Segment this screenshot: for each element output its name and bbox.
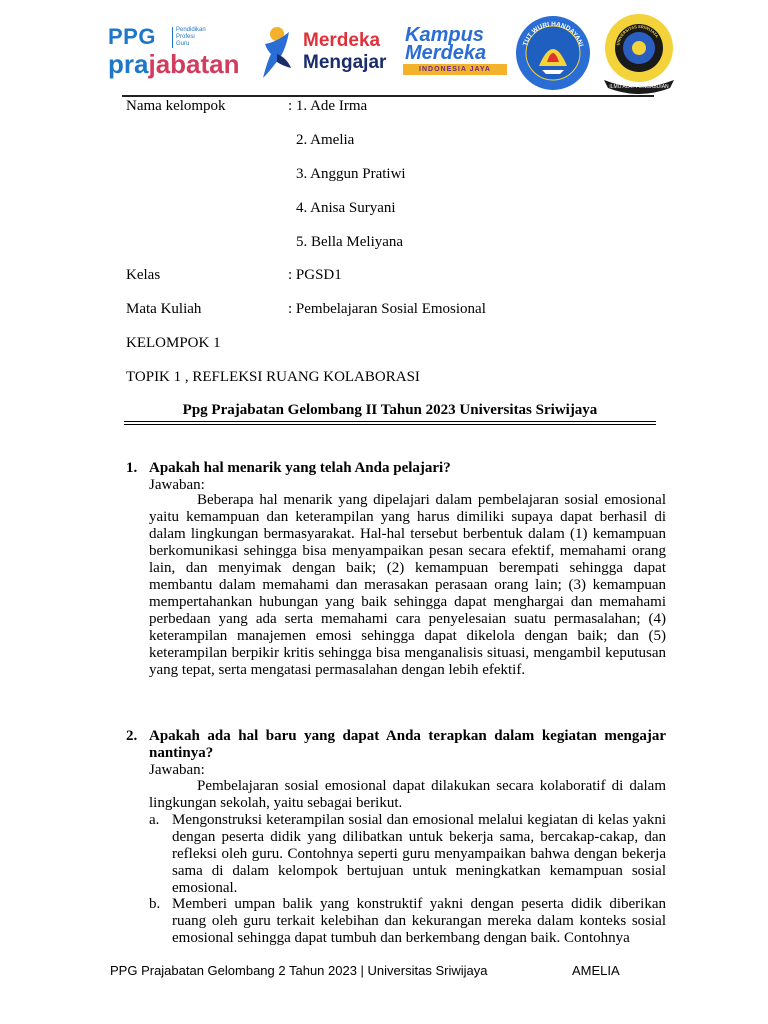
nama-kelompok-label: Nama kelompok xyxy=(126,98,226,114)
ppg-big-b: jabatan xyxy=(148,49,240,79)
universitas-sriwijaya-emblem-icon xyxy=(594,10,684,94)
ppg-logo-big xyxy=(108,49,240,80)
ppg-prajabatan-logo xyxy=(108,22,268,82)
question-1-answer: Beberapa hal menarik yang dipelajari dalam pembelajaran sosial emosional yaitu kemampuan dan keterampilan yang harus dimiliki supaya dapat berhasil di dalam lingkungan bermasyarakat. Hal-hal tersebut berbentuk dalam (1) kemampuan berkomunikasi sehingga bisa menyampaikan pesan secara efektif, memahami orang lain, dan menyimak dengan baik; (2) kemampuan berempati sehingga dapat membantu dalam memahami dan merasakan perasaan orang lain; (3) kemampuan mempertahankan hubungan yang baik sehingga dapat menghargai dan memahami perbedaan yang ada serta memahami cara penyelesaian suatu permasalahan; (4) keterampilan manajemen emosi sehingga dapat dikelola dengan baik; dan (5) keterampilan berpikir kritis sehingga bisa menganalisis situasi, mengambil keputusan yang tepat, serta mengatasi permasalahan dengan lebih efektif. xyxy=(149,492,666,678)
ppg-big-a: pra xyxy=(108,49,149,79)
question-1-jawaban-label: Jawaban: xyxy=(149,477,205,493)
nama-kelompok-value: : 1. Ade Irma xyxy=(288,98,368,114)
ppg-logo-sub xyxy=(172,27,206,48)
member-item: 5. Bella Meliyana xyxy=(296,234,404,250)
ppg-sub-line: Profesi xyxy=(176,34,195,40)
kelompok-heading: KELOMPOK 1 xyxy=(126,335,221,351)
kampus-merdeka-line2: Merdeka xyxy=(405,42,487,64)
unsri-ring-text: UNIVERSITAS SRIWIJAYA xyxy=(615,23,660,46)
tut-wuri-motto: TUT WURI HANDAYANI xyxy=(522,20,585,48)
question-2-title: Apakah ada hal baru yang dapat Anda terapkan dalam kegiatan mengajar nantinya? xyxy=(149,728,666,761)
unsri-banner-text: ILMU ALAT PENGABDIAN xyxy=(609,84,669,90)
merdeka-mengajar-mascot-icon xyxy=(255,24,299,80)
topik-heading: TOPIK 1 , REFLEKSI RUANG KOLABORASI xyxy=(126,369,420,385)
ppg-sub-line: Pendidikan xyxy=(176,27,206,33)
ppg-logo-top: PPG xyxy=(108,24,156,49)
member-item: 3. Anggun Pratiwi xyxy=(296,166,406,182)
kampus-merdeka-line1: Kampus xyxy=(405,24,484,46)
question-2-jawaban-label: Jawaban: xyxy=(149,762,205,778)
question-2-number: 2. xyxy=(126,728,138,744)
kelas-value: : PGSD1 xyxy=(288,267,342,283)
document-header xyxy=(0,0,768,96)
member-item: 2. Amelia xyxy=(296,132,355,148)
kampus-merdeka-band: INDONESIA JAYA xyxy=(403,64,507,75)
question-2-intro: Pembelajaran sosial emosional dapat dilakukan secara kolaboratif di dalam lingkungan sekolah, yaitu sebagai berikut. xyxy=(149,778,666,811)
footer-left-text: PPG Prajabatan Gelombang 2 Tahun 2023 | Universitas Sriwijaya xyxy=(110,963,488,978)
question-1-title: Apakah hal menarik yang telah Anda pelajari? xyxy=(149,460,451,476)
member-item: 4. Anisa Suryani xyxy=(296,200,396,216)
mata-kuliah-label: Mata Kuliah xyxy=(126,301,202,317)
tut-wuri-handayani-emblem-icon xyxy=(514,14,592,92)
list-item-text: Memberi umpan balik yang konstruktif yakni dengan peserta didik diberikan ruang oleh guru terkait kelebihan dan kekurangan mereka dalam konteks sosial emosional sehingga dapat tumbuh dan berkembang dengan baik. Contohnya xyxy=(172,896,666,946)
list-item-marker: a. xyxy=(149,812,160,828)
subtitle-rule-bottom xyxy=(124,424,656,425)
ppg-sub-line: Guru xyxy=(176,41,190,47)
question-1-number: 1. xyxy=(126,460,138,476)
mata-kuliah-value: : Pembelajaran Sosial Emosional xyxy=(288,301,486,317)
kelas-label: Kelas xyxy=(126,267,161,283)
merdeka-mengajar-line1: Merdeka xyxy=(303,30,381,51)
footer-author: AMELIA xyxy=(572,963,620,978)
document-subtitle: Ppg Prajabatan Gelombang II Tahun 2023 Universitas Sriwijaya xyxy=(182,402,598,418)
subtitle-rule-top xyxy=(124,421,656,422)
list-item-marker: b. xyxy=(149,896,161,912)
merdeka-mengajar-line2: Mengajar xyxy=(303,52,387,73)
kampus-merdeka-logo xyxy=(403,24,513,78)
merdeka-mengajar-logo xyxy=(255,20,410,82)
list-item-text: Mengonstruksi keterampilan sosial dan emosional melalui kegiatan di kelas yakni dengan peserta didik yang dilibatkan untuk bekerja sama, bercakap-cakap, dan refleksi oleh guru. Contohnya seperti guru menyampaikan bahwa dengan bekerja sama di dalam kelompok bertujuan untuk meningkatkan kemampuan sosial emosional. xyxy=(172,812,666,896)
